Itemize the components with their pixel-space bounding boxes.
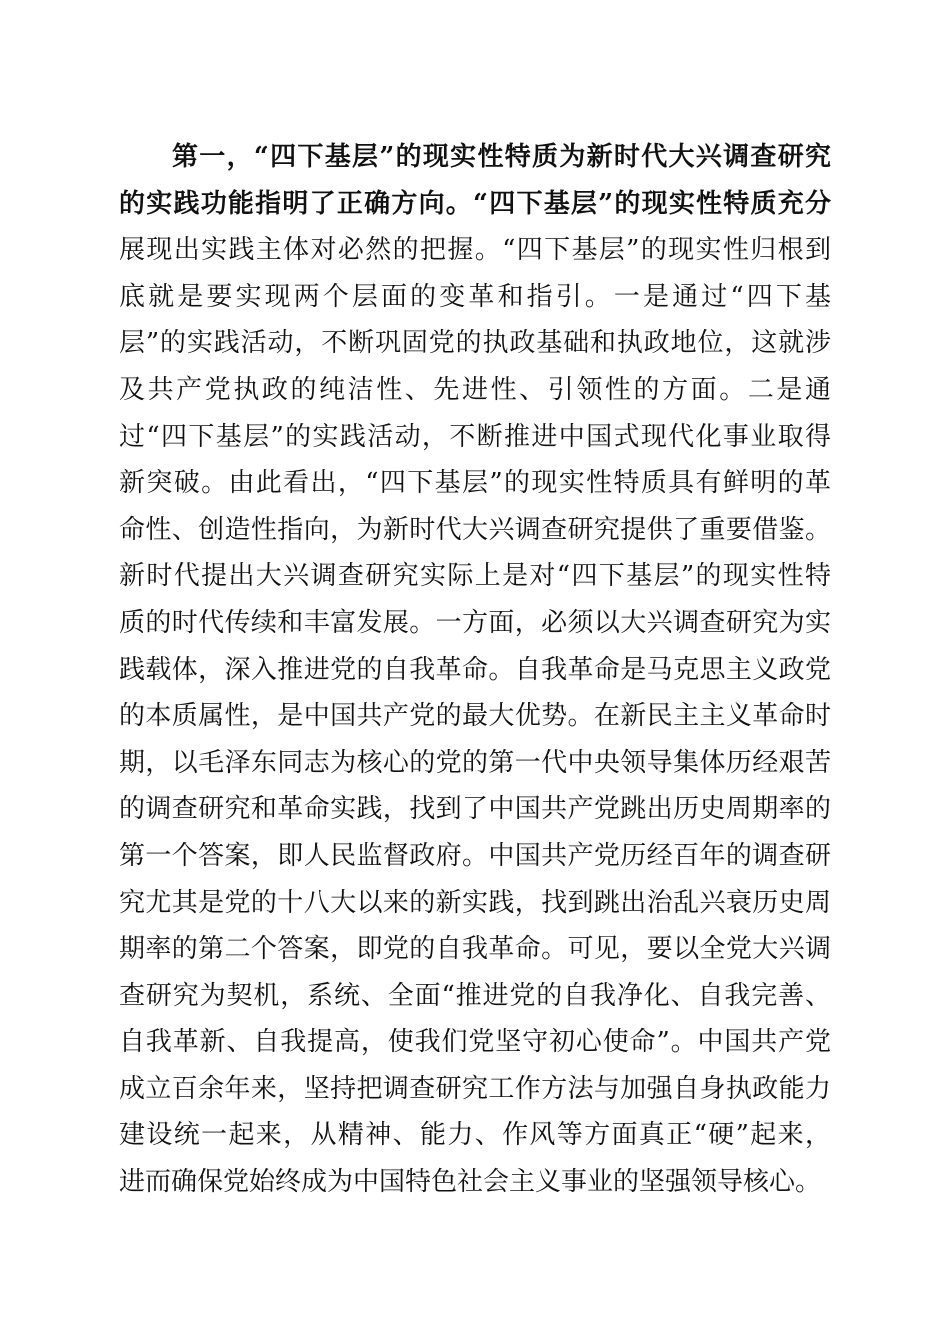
paragraph-line: 过“四下基层”的实践活动，不断推进中国式现代化事业取得 <box>119 421 831 452</box>
paragraph-line: 的调查研究和革命实践，找到了中国共产党跳出历史周期率的 <box>119 794 831 825</box>
paragraph-line: 展现出实践主体对必然的把握。“四下基层”的现实性归根到 <box>119 235 831 266</box>
paragraph-line: 新时代提出大兴调查研究实际上是对“四下基层”的现实性特 <box>119 561 831 592</box>
paragraph-line: 质的时代传续和丰富发展。一方面，必须以大兴调查研究为实 <box>119 607 831 638</box>
paragraph-line: 期率的第二个答案，即党的自我革命。可见，要以全党大兴调 <box>119 934 831 965</box>
paragraph-line: 的实践功能指明了正确方向。“四下基层”的现实性特质充分 <box>119 188 831 219</box>
paragraph-line: 期，以毛泽东同志为核心的党的第一代中央领导集体历经艰苦 <box>119 747 831 778</box>
paragraph-line: 底就是要实现两个层面的变革和指引。一是通过“四下基 <box>119 281 831 312</box>
paragraph-line: 第一个答案，即人民监督政府。中国共产党历经百年的调查研 <box>119 840 831 871</box>
paragraph-line: 践载体，深入推进党的自我革命。自我革命是马克思主义政党 <box>119 654 831 685</box>
paragraph-line: 第一，“四下基层”的现实性特质为新时代大兴调查研究 <box>172 142 831 172</box>
paragraph-line: 命性、创造性指向，为新时代大兴调查研究提供了重要借鉴。 <box>119 514 831 545</box>
paragraph-line: 建设统一起来，从精神、能力、作风等方面真正“硬”起来， <box>119 1120 831 1151</box>
paragraph-line: 进而确保党始终成为中国特色社会主义事业的坚强领导核心。 <box>119 1167 822 1198</box>
paragraph-line: 究尤其是党的十八大以来的新实践，找到跳出治乱兴衰历史周 <box>119 887 831 918</box>
paragraph-line: 及共产党执政的纯洁性、先进性、引领性的方面。二是通 <box>119 374 831 405</box>
paragraph-line: 自我革新、自我提高，使我们党坚守初心使命”。中国共产党 <box>119 1027 831 1058</box>
paragraph-line: 成立百余年来，坚持把调查研究工作方法与加强自身执政能力 <box>119 1073 831 1104</box>
paragraph-line: 新突破。由此看出，“四下基层”的现实性特质具有鲜明的革 <box>119 468 831 499</box>
body-paragraph <box>119 134 831 1206</box>
paragraph-line: 查研究为契机，系统、全面“推进党的自我净化、自我完善、 <box>119 980 831 1011</box>
paragraph-line: 的本质属性，是中国共产党的最大优势。在新民主主义革命时 <box>119 701 831 732</box>
paragraph-line: 层”的实践活动，不断巩固党的执政基础和执政地位，这就涉 <box>119 328 831 359</box>
